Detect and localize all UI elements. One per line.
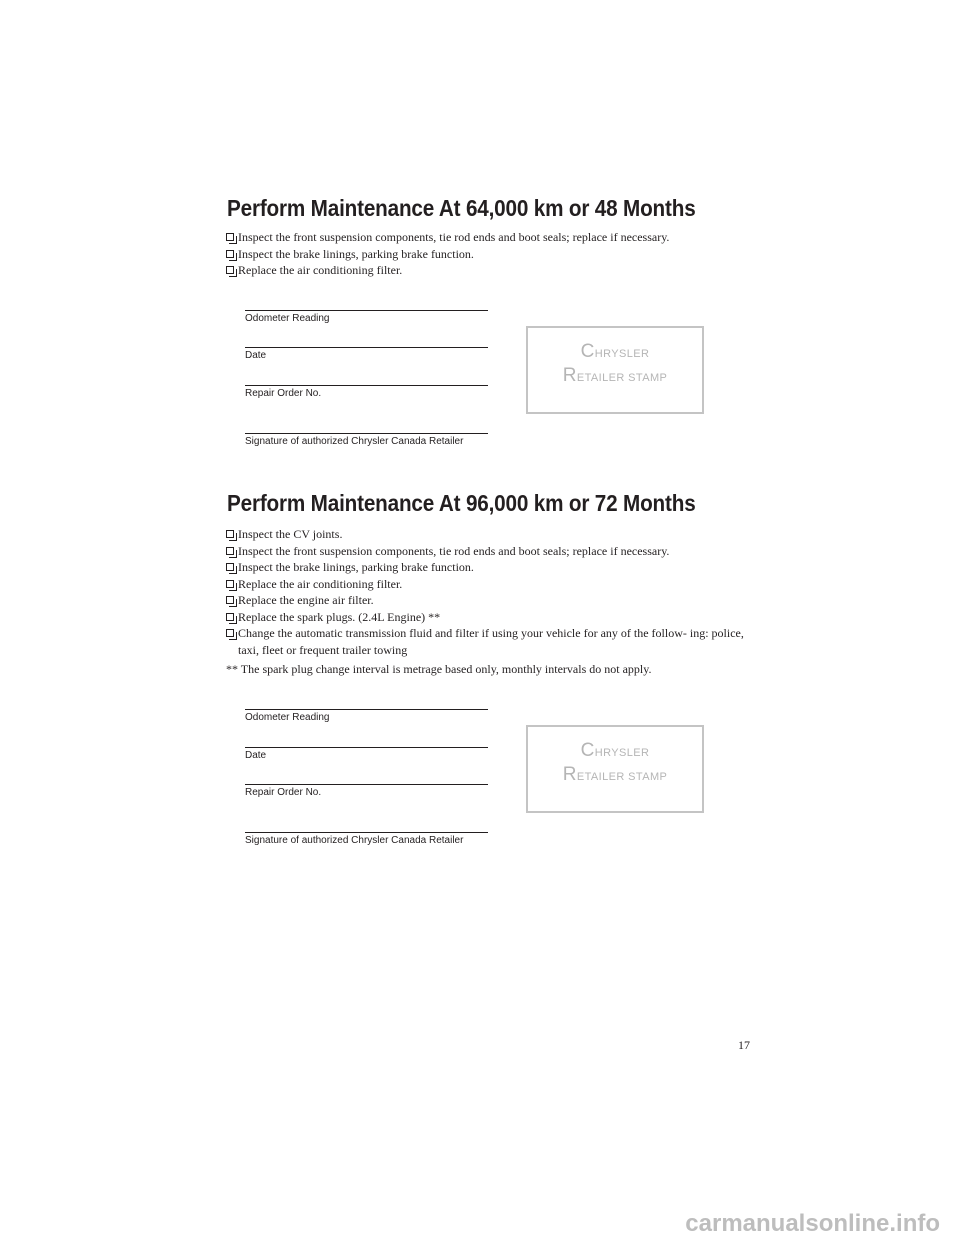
checklist-item: Replace the engine air filter.	[226, 592, 746, 609]
checklist-item: Inspect the brake linings, parking brake function.	[226, 559, 746, 576]
odometer-reading-label: Odometer Reading	[245, 712, 330, 723]
checkbox-icon	[226, 613, 234, 621]
checklist-item: Inspect the brake linings, parking brake function.	[226, 246, 746, 263]
retailer-stamp-box	[526, 725, 704, 813]
date-label: Date	[245, 750, 267, 761]
retailer-signature-label: Signature of authorized Chrysler Canada Retailer	[245, 835, 464, 846]
checkbox-icon	[226, 580, 234, 588]
signature-line	[245, 747, 488, 748]
repair-order-label: Repair Order No.	[245, 787, 322, 798]
checklist-item: Replace the air conditioning filter.	[226, 576, 746, 593]
date-field	[245, 747, 488, 761]
checklist-item: Inspect the CV joints.	[226, 526, 746, 543]
repair-order-field	[245, 784, 488, 798]
signature-line	[245, 832, 488, 833]
section-heading-64000: Perform Maintenance At 64,000 km or 48 Months	[227, 195, 696, 221]
date-label: Date	[245, 350, 267, 361]
section-heading-96000: Perform Maintenance At 96,000 km or 72 Months	[227, 490, 696, 516]
retailer-signature-label: Signature of authorized Chrysler Canada Retailer	[245, 436, 464, 447]
signature-line	[245, 709, 488, 710]
retailer-signature-field	[245, 433, 488, 447]
retailer-stamp-text: CHRYSLER RETAILER STAMP	[562, 740, 668, 785]
checklist-item: Inspect the front suspension components, tie rod ends and boot seals; replace if necessary.	[226, 543, 746, 560]
signature-line	[245, 784, 488, 785]
checklist-item: Inspect the front suspension components, tie rod ends and boot seals; replace if necessary.	[226, 229, 746, 246]
checkbox-icon	[226, 266, 234, 274]
page-number: 17	[738, 1038, 750, 1052]
checkbox-icon	[226, 250, 234, 258]
checkbox-icon	[226, 547, 234, 555]
retailer-stamp-box	[526, 326, 704, 414]
signature-line	[245, 347, 488, 348]
date-field	[245, 347, 488, 361]
spark-plug-footnote: ** The spark plug change interval is metrage based only, monthly intervals do not apply.	[226, 662, 652, 676]
checklist-item: Replace the spark plugs. (2.4L Engine) **	[226, 609, 746, 626]
checklist-64000	[226, 229, 746, 279]
checklist-96000	[226, 526, 746, 658]
odometer-reading-label: Odometer Reading	[245, 313, 330, 324]
checklist-item: Change the automatic transmission fluid and filter if using your vehicle for any of the follow- ing: police, taxi, fleet or frequent trailer towing	[226, 625, 746, 658]
retailer-stamp-text: CHRYSLER RETAILER STAMP	[562, 341, 668, 386]
signature-line	[245, 310, 488, 311]
odometer-reading-field	[245, 709, 488, 723]
repair-order-field	[245, 385, 488, 399]
checklist-item: Replace the air conditioning filter.	[226, 262, 746, 279]
checkbox-icon	[226, 563, 234, 571]
checkbox-icon	[226, 596, 234, 604]
checkbox-icon	[226, 530, 234, 538]
signature-line	[245, 385, 488, 386]
signature-line	[245, 433, 488, 434]
watermark: carmanualsonline.info	[685, 1210, 940, 1237]
odometer-reading-field	[245, 310, 488, 324]
retailer-signature-field	[245, 832, 488, 846]
checkbox-icon	[226, 233, 234, 241]
checkbox-icon	[226, 629, 234, 637]
repair-order-label: Repair Order No.	[245, 388, 322, 399]
